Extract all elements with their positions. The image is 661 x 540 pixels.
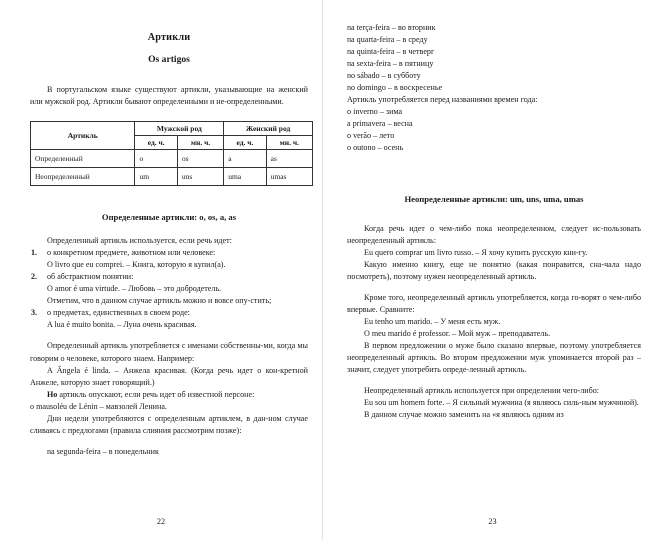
rule-note-2-2: Отметим, что в данном случае артикль можно и вовсе опу-стить;: [47, 296, 272, 306]
table-row-group-headers: [31, 122, 313, 136]
table-subheader-fem-sg: ед. ч.: [224, 136, 266, 150]
paragraph-famous-person: [30, 389, 308, 401]
rule-text-3: о предметах, единственных в своем роде:: [47, 308, 190, 318]
spacer: [347, 155, 641, 181]
season-summer: o verão – лето: [347, 131, 395, 141]
table-subheader-masc-sg: ед. ч.: [135, 136, 177, 150]
spacer: [30, 437, 308, 446]
paragraph-indefinite-1: Когда речь идет о чем-либо пока неопределенном, следует ис-пользовать неопределенный артикль:: [347, 223, 641, 245]
spacer: [347, 283, 641, 292]
table-cell-definite-masc-sg: o: [135, 150, 177, 168]
example-mausoleum: o mausoléu de Lénin – мавзолей Ленина.: [30, 401, 167, 411]
table-row: [31, 150, 313, 168]
season-winter: o inverno – зима: [347, 107, 403, 117]
example-angela: A Ângela é linda. – Анжела красивая. (Когда речь идет о кон-кретной Анжеле, которую знает говорящий.): [30, 365, 308, 387]
rule-example-1-1: O livro que eu comprei. – Книга, которую я купил(а).: [47, 260, 226, 270]
spacer: [30, 331, 308, 340]
definite-article-section: [30, 235, 308, 458]
rule-text-1: о конкретном предмете, животном или человеке:: [47, 248, 216, 258]
table-row-label-indefinite: Неопределенный: [31, 168, 135, 186]
list-item: [30, 247, 308, 271]
seasons-lead-in: Артикль употребляется перед названиями времен года:: [347, 95, 538, 105]
example-marido-1: Eu tenho um marido. – У меня есть муж.: [364, 316, 501, 326]
spacer: [347, 376, 641, 385]
paragraph-indefinite-4: В первом предложении о муже было сказано впервые, поэтому употребляется неопределенный артикль. Во втором предложении муж упоминается второй раз – значит, следует употребить опреде-ленный артикль.: [347, 340, 641, 375]
page-title: Артикли: [147, 32, 191, 43]
right-page-body-top: [347, 22, 641, 155]
table-subheader-masc-pl: мн. ч.: [177, 136, 223, 150]
list-item: [30, 307, 308, 331]
spacer: [30, 186, 308, 212]
season-spring: a primavera – весна: [347, 119, 413, 129]
right-page: [322, 0, 661, 540]
rule-example-3-1: A lua é muito bonita. – Луна очень красивая.: [47, 320, 197, 330]
left-page: [0, 0, 322, 540]
paragraph-indefinite-3: Кроме того, неопределенный артикль употребляется, когда го-ворят о чем-либо впервые. Сравните:: [347, 292, 641, 314]
table-cell-definite-masc-pl: os: [177, 150, 223, 168]
table-cell-indefinite-fem-sg: uma: [224, 168, 266, 186]
paragraph-indefinite-5: Неопределенный артикль используется при определении чего-либо:: [364, 386, 600, 396]
paragraph-proper-names: Определенный артикль употребляется с именами собственны-ми, когда мы говорим о человеке, которого знаем. Например:: [30, 341, 308, 363]
weekday-wednesday: na quarta-feira – в среду: [347, 35, 428, 45]
indefinite-article-section: [347, 223, 641, 422]
table-corner-label: Артикль: [31, 122, 135, 150]
list-marker-3: 3.: [31, 308, 38, 318]
table-cell-definite-fem-pl: as: [266, 150, 312, 168]
spacer: [347, 181, 641, 194]
definite-rules-list: [30, 247, 308, 331]
example-homem-forte: Eu sou um homem forte. – Я сильный мужчина (я являюсь силь-ным мужчиной).: [364, 398, 639, 408]
list-marker-1: 1.: [31, 248, 38, 258]
weekday-sunday: no domingo – в воскресенье: [347, 83, 443, 93]
spacer: [30, 108, 308, 121]
rule-text-2: об абстрактном понятии:: [47, 272, 134, 282]
weekday-tuesday: na terça-feira – во вторник: [347, 23, 436, 32]
table-group-header-feminine: Женский род: [224, 122, 313, 136]
table-cell-indefinite-fem-pl: umas: [266, 168, 312, 186]
weekday-friday: na sexta-feira – в пятницу: [347, 59, 434, 69]
folio-right: 23: [488, 517, 497, 526]
table-cell-definite-fem-sg: a: [224, 150, 266, 168]
spacer: [30, 222, 308, 235]
rule-example-2-1: O amor é uma virtude. – Любовь – это добродетель.: [47, 284, 222, 294]
weekday-monday: na segunda-feira – в понедельник: [47, 446, 159, 456]
example-marido-2: O meu marido é professor. – Мой муж – преподаватель.: [364, 328, 551, 338]
paragraph-indefinite-2: Какую именно книгу, еще не понятно (какая понравится, сна-чала надо посмотреть), поэтому нужен неопределенный артикль.: [347, 259, 641, 281]
table-cell-indefinite-masc-pl: uns: [177, 168, 223, 186]
paragraph-indefinite-6: В данном случае можно заменить на «я являюсь одним из: [364, 410, 564, 420]
spacer: [30, 65, 308, 84]
folio-left: 22: [156, 517, 166, 526]
table-subheader-fem-pl: мн. ч.: [266, 136, 312, 150]
spacer: [347, 204, 641, 223]
section-heading-definite: Определенные артикли: o, os, a, as: [101, 212, 237, 223]
bold-but: Но: [47, 389, 58, 399]
table-group-header-masculine: Мужской род: [135, 122, 224, 136]
articles-table: [30, 121, 313, 186]
weekday-thursday: na quinta-feira – в четверг: [347, 47, 435, 57]
page-subtitle: Os artigos: [148, 54, 190, 65]
example-livro-russo: Eu quero comprar um livro russo. – Я хочу купить русскую кни-гу.: [364, 247, 588, 257]
season-autumn: o outono – осень: [347, 143, 404, 153]
list-item: [30, 271, 308, 307]
table-row-label-definite: Определенный: [31, 150, 135, 168]
left-page-body: [30, 84, 308, 108]
table-cell-indefinite-masc-sg: um: [135, 168, 177, 186]
paragraph-weekdays: Дни недели употребляются с определенным артиклем, в дан-ном случае сливаясь с предлогами (правила слияния рассмотрим позже):: [30, 413, 308, 435]
table-row: [31, 168, 313, 186]
rules-lead-in: Определенный артикль используется, если речь идет:: [47, 236, 232, 246]
intro-paragraph: В португальском языке существуют артикли, указывающие на женский или мужской род. Артикли бывают определенными и не-определенными.: [30, 85, 308, 107]
list-marker-2: 2.: [31, 272, 38, 282]
section-heading-indefinite: Неопределенные артикли: um, uns, uma, umas: [404, 193, 584, 204]
weekday-saturday: no sábado – в субботу: [347, 71, 421, 81]
paragraph-famous-person-rest: артикль опускают, если речь идет об известной персоне:: [57, 389, 255, 399]
